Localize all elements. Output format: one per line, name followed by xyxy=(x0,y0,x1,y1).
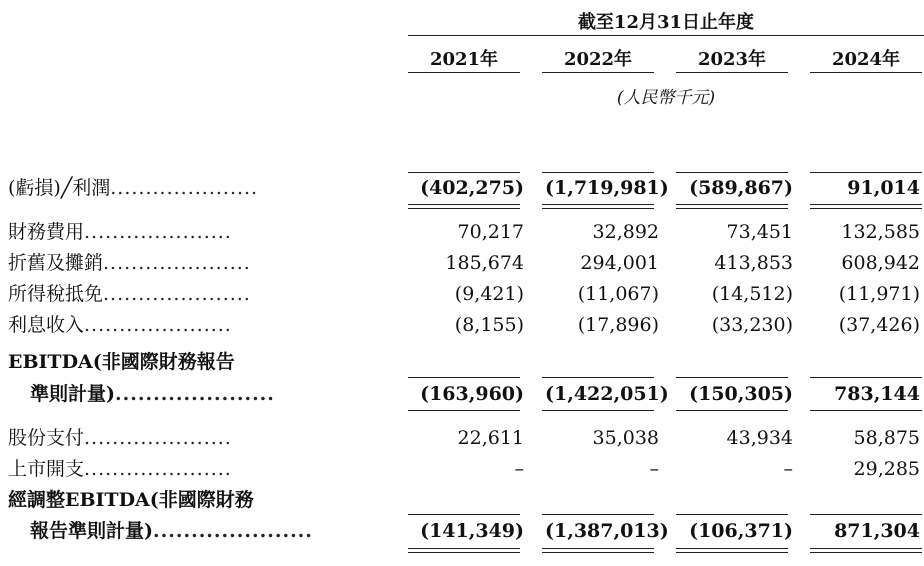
table-cell: 294,001 xyxy=(580,252,659,274)
double-rule xyxy=(408,204,520,209)
table-cell: – xyxy=(783,458,793,480)
sum-rule xyxy=(542,514,654,515)
year-rule xyxy=(676,72,788,73)
table-cell: 32,892 xyxy=(592,221,659,243)
table-cell: (1,719,981) xyxy=(545,177,669,199)
table-cell: 29,285 xyxy=(853,458,920,480)
table-cell: (11,067) xyxy=(577,283,659,305)
table-cell: 413,853 xyxy=(714,252,793,274)
sum-rule xyxy=(408,514,520,515)
double-rule xyxy=(676,548,788,553)
header-rule xyxy=(408,35,924,36)
table-cell: (402,275) xyxy=(420,177,524,199)
sum-rule xyxy=(810,377,922,378)
double-rule xyxy=(810,548,922,553)
table-cell: (14,512) xyxy=(711,283,793,305)
double-rule xyxy=(542,548,654,553)
row-label-interest-income: 利息收入..................... xyxy=(8,314,232,336)
sum-rule xyxy=(542,377,654,378)
table-cell: 58,875 xyxy=(853,427,920,449)
double-rule xyxy=(676,204,788,209)
unit-caption: (人民幣千元) xyxy=(616,88,716,108)
table-cell: 43,934 xyxy=(726,427,793,449)
double-rule xyxy=(542,204,654,209)
sum-rule xyxy=(542,172,654,173)
table-cell: 783,144 xyxy=(834,383,920,405)
sum-rule xyxy=(810,410,922,411)
table-cell: (37,426) xyxy=(838,314,920,336)
table-cell: 35,038 xyxy=(592,427,659,449)
double-rule xyxy=(408,548,520,553)
sum-rule xyxy=(676,410,788,411)
sum-rule xyxy=(408,410,520,411)
table-cell: (33,230) xyxy=(711,314,793,336)
sum-rule xyxy=(408,172,520,173)
row-label-adjusted-ebitda-cont: 報告準則計量)..................... xyxy=(30,520,313,542)
year-2022: 2022年 xyxy=(563,49,633,70)
row-label-share-payment: 股份支付..................... xyxy=(8,427,232,449)
row-label-ebitda-cont: 準則計量)..................... xyxy=(30,383,275,405)
sum-rule xyxy=(676,172,788,173)
year-2023: 2023年 xyxy=(697,49,767,70)
table-cell: (141,349) xyxy=(420,520,524,542)
table-cell: 608,942 xyxy=(841,252,920,274)
table-cell: (17,896) xyxy=(577,314,659,336)
table-cell: – xyxy=(514,458,524,480)
table-cell: (9,421) xyxy=(454,283,524,305)
year-rule xyxy=(408,72,520,73)
table-cell: 70,217 xyxy=(457,221,524,243)
table-cell: (150,305) xyxy=(689,383,793,405)
sum-rule xyxy=(810,172,922,173)
row-label-finance-cost: 財務費用..................... xyxy=(8,221,232,243)
sum-rule xyxy=(676,377,788,378)
row-label-tax-credit: 所得稅抵免..................... xyxy=(8,283,251,305)
table-cell: (163,960) xyxy=(420,383,524,405)
table-cell: 73,451 xyxy=(726,221,793,243)
year-rule xyxy=(810,72,922,73)
row-label-listing-expense: 上市開支..................... xyxy=(8,458,232,480)
row-label-profit: (虧損)╱利潤..................... xyxy=(8,177,259,199)
table-cell: (11,971) xyxy=(838,283,920,305)
table-cell: – xyxy=(649,458,659,480)
table-cell: 871,304 xyxy=(834,520,920,542)
year-rule xyxy=(542,72,654,73)
table-cell: (1,422,051) xyxy=(545,383,669,405)
year-2024: 2024年 xyxy=(831,49,901,70)
table-cell: 91,014 xyxy=(847,177,920,199)
table-cell: 132,585 xyxy=(841,221,920,243)
row-label-depreciation: 折舊及攤銷..................... xyxy=(8,252,251,274)
sum-rule xyxy=(542,410,654,411)
year-2021: 2021年 xyxy=(429,49,499,70)
sum-rule xyxy=(810,514,922,515)
table-cell: 185,674 xyxy=(445,252,524,274)
table-cell: (589,867) xyxy=(689,177,793,199)
period-title: 截至12月31日止年度 xyxy=(577,12,755,33)
table-cell: 22,611 xyxy=(457,427,524,449)
table-cell: (8,155) xyxy=(454,314,524,336)
sum-rule xyxy=(408,377,520,378)
row-label-adjusted-ebitda: 經調整EBITDA(非國際財務 xyxy=(8,489,254,511)
double-rule xyxy=(810,204,922,209)
table-cell: (1,387,013) xyxy=(545,520,669,542)
sum-rule xyxy=(676,514,788,515)
table-cell: (106,371) xyxy=(689,520,793,542)
row-label-ebitda: EBITDA(非國際財務報告 xyxy=(8,351,235,373)
